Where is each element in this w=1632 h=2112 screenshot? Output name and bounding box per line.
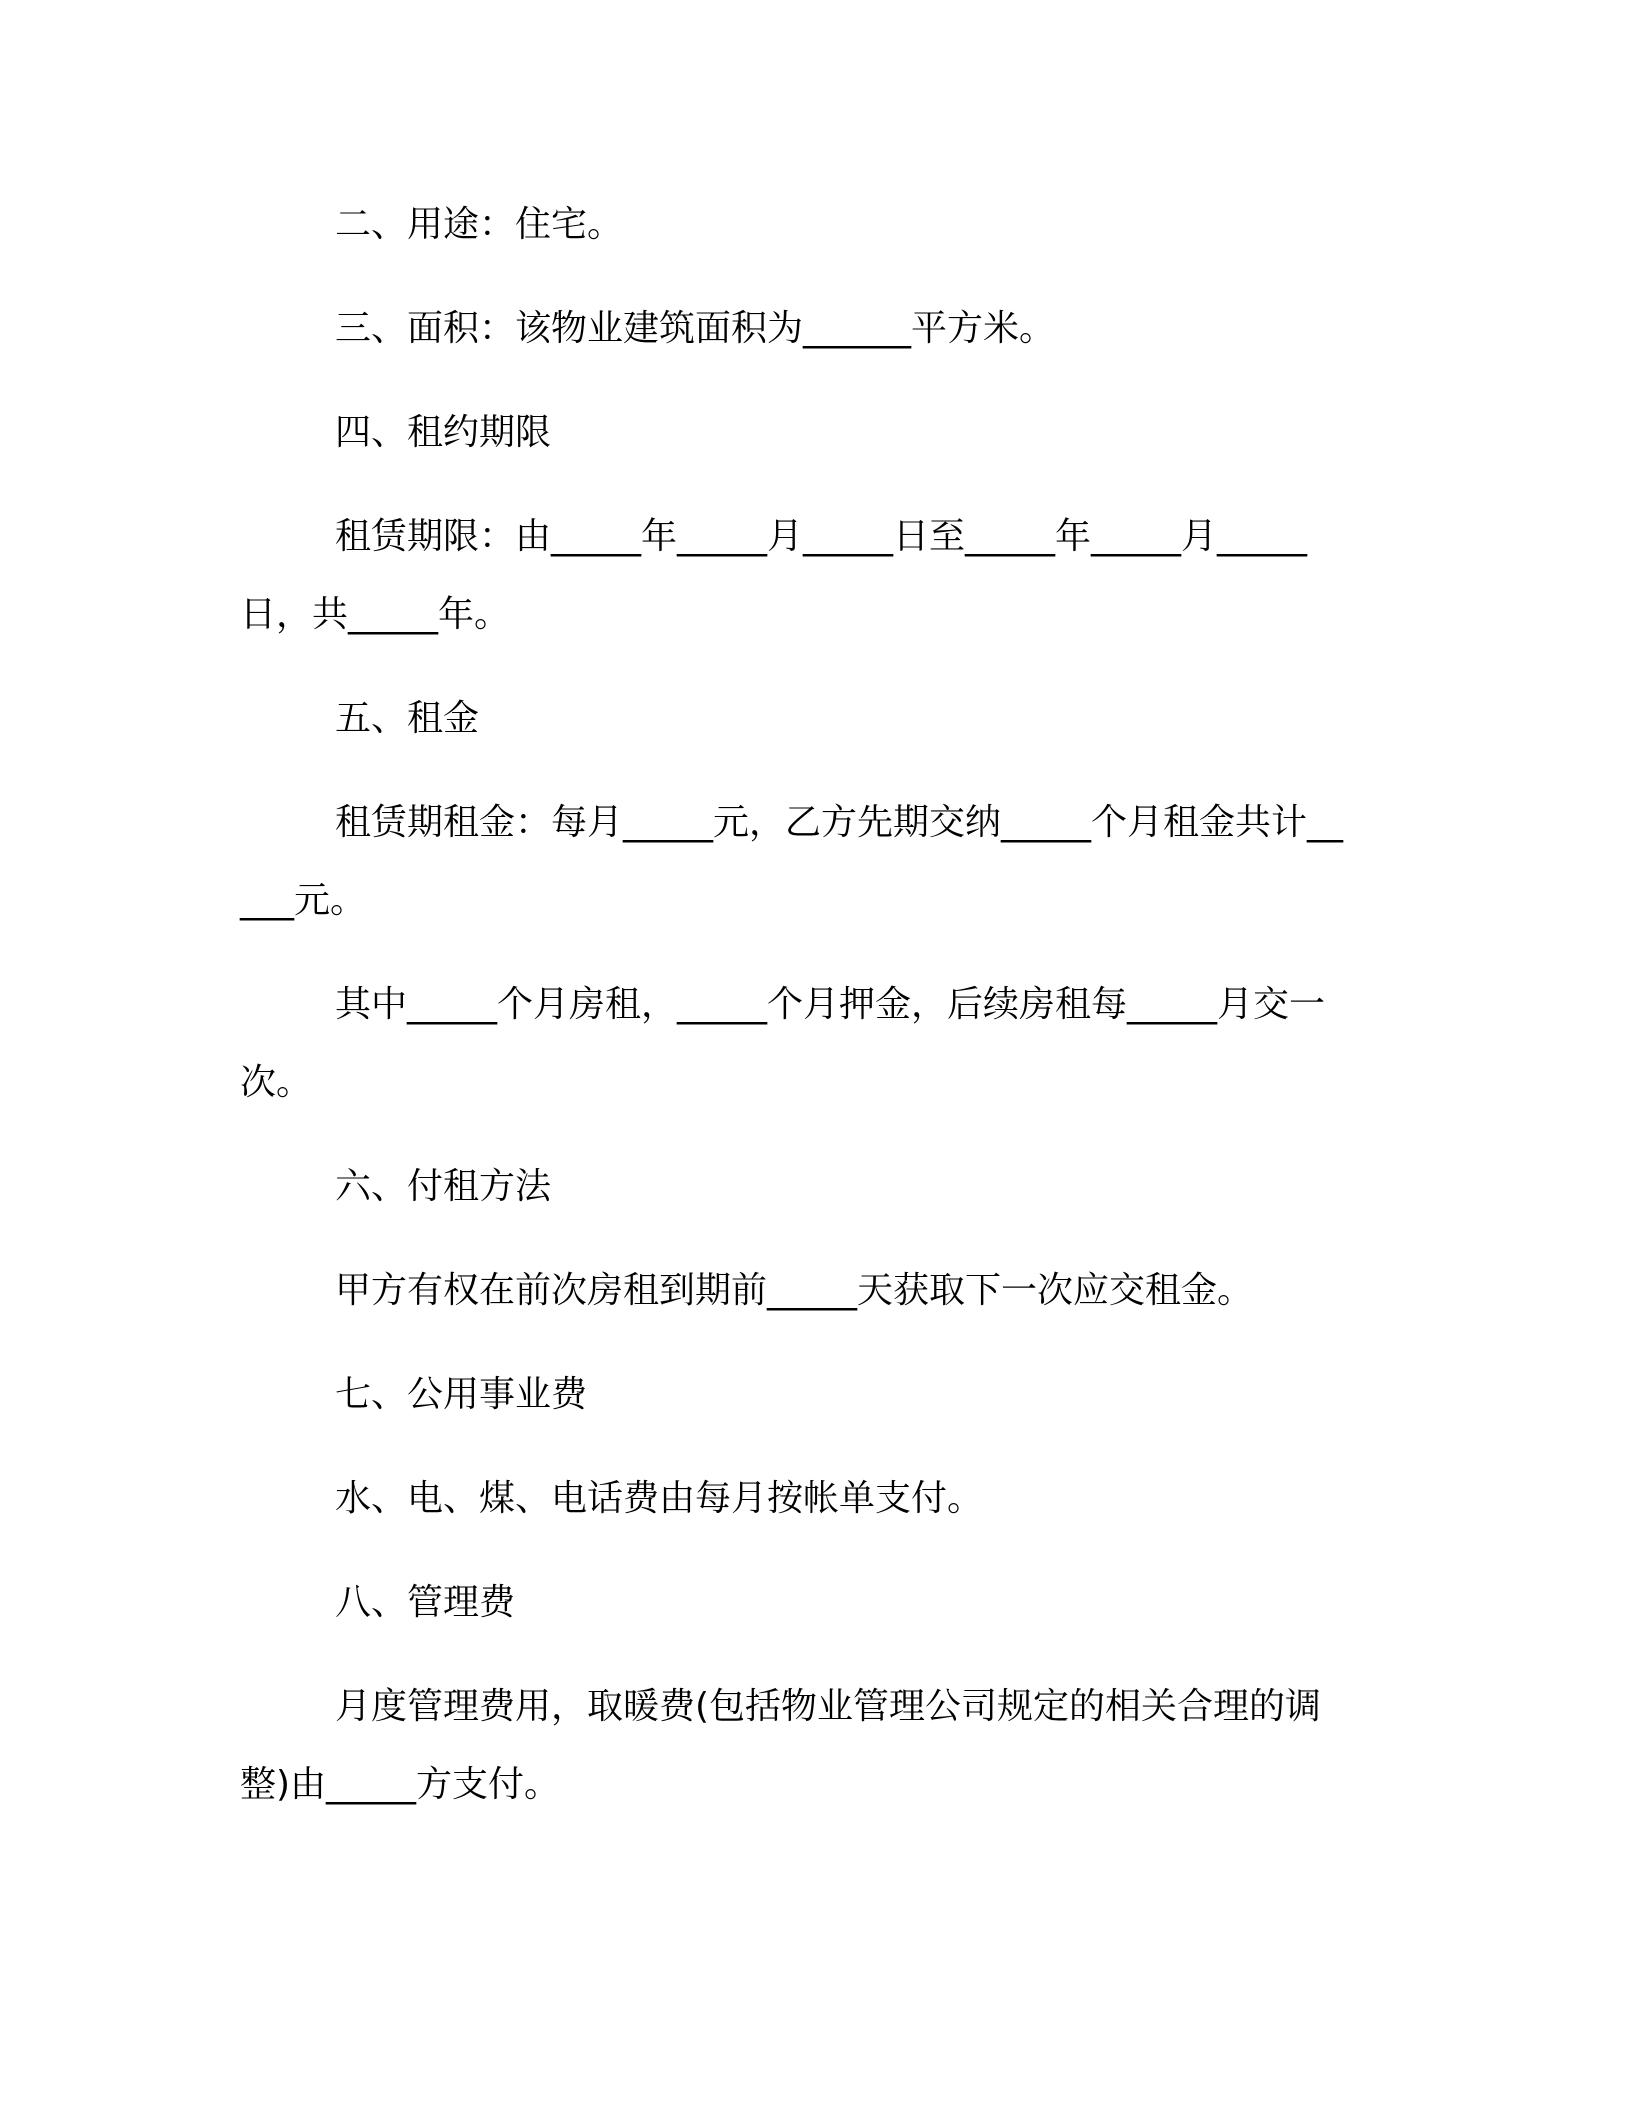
section-area: 三、面积：该物业建筑面积为______平方米。 (335, 308, 1056, 349)
lease-term-text: 租赁期限：由_____年_____月_____日至_____年_____月_____日，共_____年。 (240, 516, 1308, 635)
document-body (240, 186, 1360, 1824)
management-fee-text: 月度管理费用，取暖费(包括物业管理公司规定的相关合理的调整)由_____方支付。 (240, 1686, 1322, 1805)
payment-method-text: 甲方有权在前次房租到期前_____天获取下一次应交租金。 (335, 1270, 1254, 1311)
section-usage: 二、用途：住宅。 (335, 204, 624, 245)
section-rent-heading: 五、租金 (335, 698, 480, 739)
utilities-text: 水、电、煤、电话费由每月按帐单支付。 (335, 1478, 984, 1519)
section-utilities-heading: 七、公用事业费 (335, 1374, 588, 1415)
rent-deposit-text: 其中_____个月房租，_____个月押金，后续房租每_____月交一次。 (240, 984, 1326, 1103)
section-payment-method-heading: 六、付租方法 (335, 1166, 552, 1207)
section-management-fee-heading: 八、管理费 (335, 1582, 516, 1623)
section-lease-term-heading: 四、租约期限 (335, 412, 552, 453)
rent-text: 租赁期租金：每月_____元，乙方先期交纳_____个月租金共计_____元。 (240, 802, 1344, 921)
